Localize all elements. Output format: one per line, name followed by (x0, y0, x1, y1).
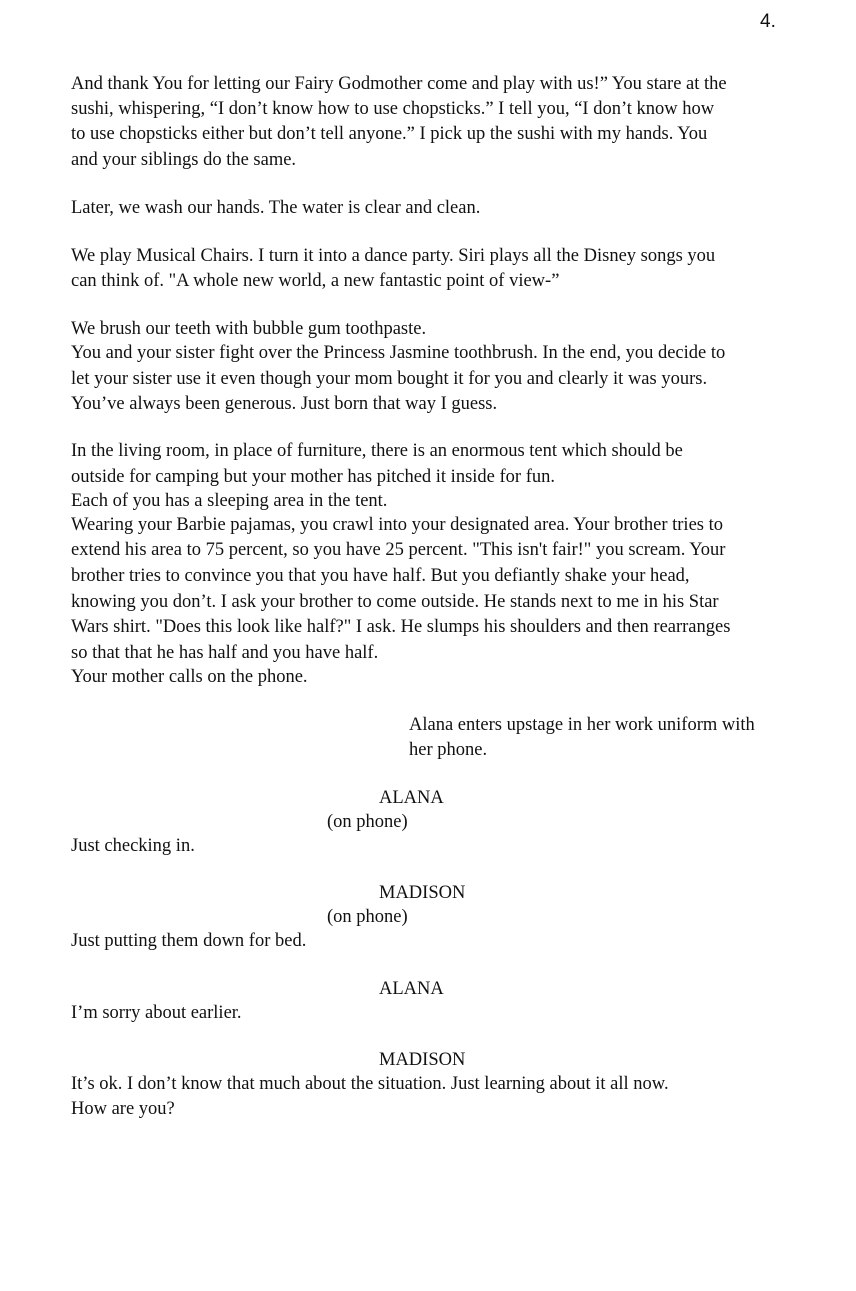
character-name: MADISON (379, 883, 466, 903)
action-line: extend his area to 75 percent, so you have 25 percent. "This isn't fair!" you scream. Your (71, 540, 726, 560)
stage-direction-line: Alana enters upstage in her work uniform with (409, 715, 755, 735)
action-line: so that that he has half and you have half. (71, 643, 379, 663)
action-line: can think of. "A whole new world, a new fantastic point of view-” (71, 271, 560, 291)
action-line: let your sister use it even though your mom bought it for you and clearly it was yours. (71, 369, 708, 389)
action-line: Just putting them down for bed. (71, 931, 307, 951)
action-line: Each of you has a sleeping area in the tent. (71, 491, 388, 511)
parenthetical: (on phone) (327, 907, 408, 927)
action-line: Wars shirt. "Does this look like half?" I ask. He slumps his shoulders and then rearranges (71, 617, 731, 637)
action-line: It’s ok. I don’t know that much about the situation. Just learning about it all now. (71, 1074, 669, 1094)
action-line: Wearing your Barbie pajamas, you crawl into your designated area. Your brother tries to (71, 515, 723, 535)
character-name: ALANA (379, 979, 444, 999)
stage-direction-line: her phone. (409, 740, 488, 760)
action-line: outside for camping but your mother has pitched it inside for fun. (71, 467, 555, 487)
action-line: and your siblings do the same. (71, 150, 297, 170)
parenthetical: (on phone) (327, 812, 408, 832)
action-line: We brush our teeth with bubble gum toothpaste. (71, 319, 427, 339)
action-line: Just checking in. (71, 836, 195, 856)
character-name: MADISON (379, 1050, 466, 1070)
action-line: knowing you don’t. I ask your brother to come outside. He stands next to me in his Star (71, 592, 719, 612)
character-name: ALANA (379, 788, 444, 808)
action-line: Later, we wash our hands. The water is clear and clean. (71, 198, 481, 218)
action-line: Your mother calls on the phone. (71, 667, 308, 687)
action-line: sushi, whispering, “I don’t know how to use chopsticks.” I tell you, “I don’t know how (71, 99, 715, 119)
action-line: How are you? (71, 1099, 175, 1119)
action-line: brother tries to convince you that you have half. But you defiantly shake your head, (71, 566, 690, 586)
action-line: In the living room, in place of furniture, there is an enormous tent which should be (71, 441, 683, 461)
page-number: 4. (760, 11, 776, 32)
action-line: to use chopsticks either but don’t tell anyone.” I pick up the sushi with my hands. You (71, 124, 708, 144)
action-line: You’ve always been generous. Just born that way I guess. (71, 394, 498, 414)
action-line: We play Musical Chairs. I turn it into a dance party. Siri plays all the Disney songs you (71, 246, 716, 266)
action-line: You and your sister fight over the Princess Jasmine toothbrush. In the end, you decide to (71, 343, 726, 363)
action-line: And thank You for letting our Fairy Godmother come and play with us!” You stare at the (71, 74, 727, 94)
action-line: I’m sorry about earlier. (71, 1003, 242, 1023)
